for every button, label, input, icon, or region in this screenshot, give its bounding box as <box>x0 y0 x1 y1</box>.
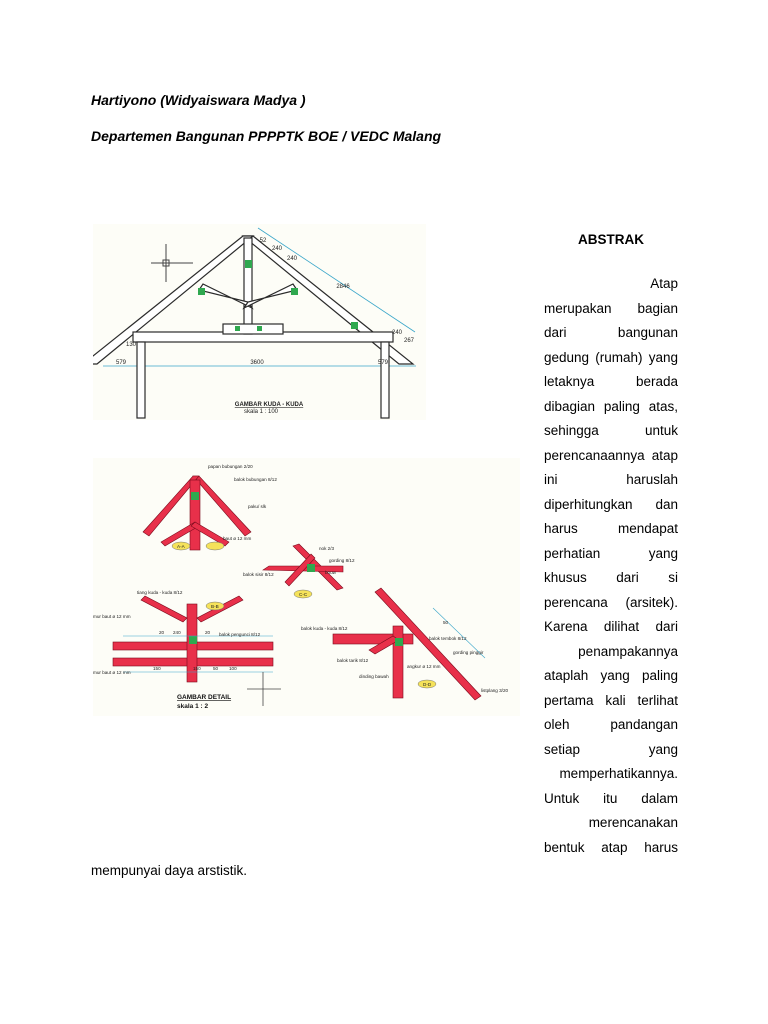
dim-d3: 20 <box>205 630 211 635</box>
label-balok-tarik: balok tarik 8/12 <box>337 658 369 663</box>
abstract-continuation: mempunyai daya arstistik. <box>91 863 248 878</box>
abstract-line: gedung (rumah) yang <box>544 349 678 365</box>
author-line: Hartiyono (Widyaiswara Madya ) <box>91 92 306 108</box>
label-batu: bouw <box>325 570 336 575</box>
abstract-line: oleh pandangan <box>544 717 678 732</box>
label-paku: paku/ slk <box>248 504 267 509</box>
abstract-line: diperhitungkan dan <box>544 496 678 512</box>
abstract-line: merupakan bagian <box>544 300 678 316</box>
dim-right-overhang: 579 <box>377 360 389 366</box>
crosshair-marker <box>247 672 281 706</box>
abstract-line: ataplah yang paling <box>544 668 678 683</box>
dim-rafter: 2846 <box>336 284 350 290</box>
label-balok-kuda: balok kuda - kuda 8/12 <box>301 626 348 631</box>
dim-d1: 20 <box>159 630 165 635</box>
abstract-line: harus mendapat <box>544 521 678 536</box>
dim-right-b: 267 <box>403 338 415 344</box>
label-balok-bubungan: balok bubungan 8/12 <box>234 477 277 482</box>
dim-left-overhang: 579 <box>115 360 127 366</box>
label-balok-penguat: balok pengunci 8/12 <box>219 632 261 637</box>
label-dinding: dinding bawah <box>359 674 389 679</box>
figure1-scale: skala 1 : 100 <box>243 409 279 415</box>
figure2-scale: skala 1 : 2 <box>177 703 209 710</box>
label-gording-pinggir: gording pinggir <box>453 650 484 655</box>
dim-top-a: 52 <box>259 238 267 244</box>
abstract-line: bentuk atap harus <box>544 839 678 855</box>
abstract-line: Untuk itu dalam <box>544 790 678 806</box>
abstract-line: dibagian paling atas, <box>544 398 678 414</box>
label-angkur: angkur ø 12 mm <box>407 664 441 669</box>
department-line: Departemen Bangunan PPPPTK BOE / VEDC Malang <box>91 128 442 144</box>
figure1-title: GAMBAR KUDA - KUDA <box>234 402 304 408</box>
detail-drawing <box>93 458 520 716</box>
abstract-line: setiap yang <box>544 741 678 757</box>
abstract-line: Karena dilihat dari <box>544 619 678 634</box>
label-mur-baut: mur baut ø 12 mm <box>93 614 131 619</box>
crosshair-marker <box>151 244 193 282</box>
tag-bb: B-B <box>211 604 219 609</box>
dim-d5: 150 <box>193 666 201 671</box>
dim-top-c: 240 <box>286 256 298 262</box>
dim-right-a: 240 <box>391 330 403 336</box>
dim-eave-height: 130 <box>125 342 137 348</box>
tag-aa: A-A <box>177 544 185 549</box>
label-gording: gording 8/12 <box>329 558 355 563</box>
abstract-line: merencanakan <box>588 815 678 830</box>
abstract-line: dari bangunan <box>544 325 678 340</box>
dim-d7: 100 <box>229 666 237 671</box>
label-balok-sisir: balok sisir 8/12 <box>243 572 274 577</box>
label-mur-baut-2: mur baut ø 12 mm <box>93 670 131 675</box>
abstract-line: sehingga untuk <box>544 423 678 438</box>
abstract-line: perencanaannya atap <box>544 447 678 463</box>
label-baut: baut ø 12 mm <box>223 536 252 541</box>
tag-dd: D-D <box>423 682 432 687</box>
label-nok: nok 2/3 <box>319 546 335 551</box>
abstract-line: penampakannya <box>578 643 678 659</box>
abstract-line: perencana (arsitek). <box>544 594 678 610</box>
dim-d8: 50 <box>443 620 449 625</box>
label-papan-bubungan: papan bubungan 2/20 <box>208 464 253 469</box>
abstract-line: khusus dari si <box>544 570 678 585</box>
dim-d6: 50 <box>213 666 219 671</box>
dim-d2: 240 <box>173 630 181 635</box>
abstract-line: ini haruslah <box>544 472 678 487</box>
abstract-line: memperhatikannya. <box>559 766 678 781</box>
dim-d4: 150 <box>153 666 161 671</box>
tag-cc: C-C <box>299 592 308 597</box>
label-balok-tembok: balok tembok 8/12 <box>429 636 467 641</box>
abstract-line: letaknya berada <box>544 374 678 389</box>
abstract-line: perhatian yang <box>544 545 678 561</box>
figure2-title: GAMBAR DETAIL <box>177 694 232 701</box>
label-tiang: tiang kuda - kuda 8/12 <box>137 590 183 595</box>
label-listplang: listplang 3/20 <box>481 688 509 693</box>
abstract-heading: ABSTRAK <box>578 232 644 247</box>
dim-top-b: 240 <box>271 246 283 252</box>
abstract-body <box>544 272 678 860</box>
dim-span: 3600 <box>250 360 264 366</box>
roof-truss-drawing <box>93 224 426 420</box>
abstract-line: pertama kali terlihat <box>544 692 678 708</box>
abstract-line: Atap <box>650 276 678 291</box>
